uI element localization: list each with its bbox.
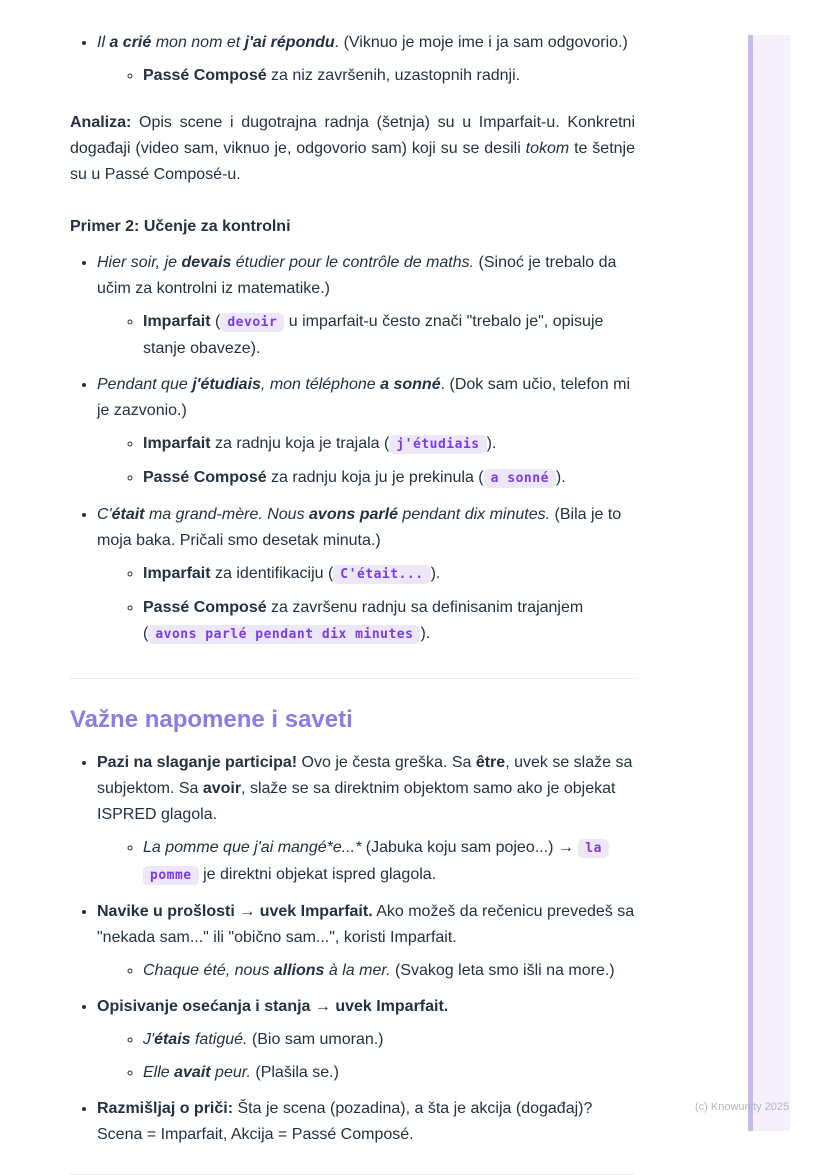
text-segment: Elle [143, 1064, 175, 1081]
list-item-text [143, 599, 583, 642]
text-segment: ma grand-mère. Nous [144, 506, 310, 523]
list-item [143, 63, 635, 89]
list-item [97, 30, 635, 89]
copyright-watermark: (c) Knowunity 2025 [695, 1101, 790, 1113]
text-segment: ). [486, 435, 497, 452]
text-segment: , slaže se sa direktnim objektom samo ako je objekat ISPRED glagola. [97, 780, 616, 823]
text-segment: Analiza: [70, 114, 132, 131]
list-item-text [97, 506, 621, 549]
text-segment: à la mer. [324, 962, 391, 979]
code-badge: j'étudiais [389, 435, 486, 454]
text-segment: za niz završenih, uzastopnih radnji. [266, 67, 521, 84]
bullet-list [70, 30, 635, 89]
text-segment: tokom [525, 140, 570, 157]
list-item [143, 958, 635, 984]
list-item-text [143, 1031, 384, 1048]
text-segment: u imparfait-u često znači "trebalo je", opisuje stanje obaveze). [143, 313, 604, 357]
section-divider [70, 678, 635, 679]
code-badge: avons parlé pendant dix minutes [148, 625, 420, 644]
text-segment: ). [430, 565, 441, 582]
list-item-text [143, 435, 496, 452]
list-item [97, 502, 635, 648]
code-badge: la pomme [143, 839, 609, 885]
sub-bullet-list [97, 835, 635, 889]
list-item-text [97, 903, 634, 946]
text-segment: Imparfait [143, 565, 211, 582]
text-segment: ). [555, 469, 566, 486]
text-segment: Passé Composé [143, 67, 267, 84]
text-segment: pendant dix minutes. [397, 506, 551, 523]
text-segment: ). [420, 625, 431, 642]
text-segment: C' [97, 506, 112, 523]
text-segment: je direktni objekat ispred glagola. [198, 866, 437, 883]
text-segment: Imparfait [143, 435, 211, 452]
right-scrollbar[interactable] [748, 35, 790, 1131]
bullet-list [70, 250, 635, 648]
list-item [143, 465, 635, 492]
text-segment: avoir [202, 780, 242, 797]
text-segment: Passé Composé [143, 469, 267, 486]
list-item-text [143, 962, 615, 979]
text-segment: étais [154, 1031, 191, 1048]
text-segment: Pendant que [97, 376, 193, 393]
list-item-text [97, 998, 448, 1015]
text-segment: (Bila je to moja baka. Pričali smo desetak minuta.) [97, 506, 622, 549]
text-segment: Imparfait [143, 313, 211, 330]
list-item [143, 309, 635, 362]
list-item-text [143, 565, 440, 582]
text-segment: La pomme que j'ai mangé*e...* [143, 839, 362, 856]
list-item [143, 431, 635, 458]
text-segment: , uvek se slaže sa subjektom. Sa [97, 754, 633, 797]
list-item [143, 1027, 635, 1053]
text-segment: mon nom et [151, 34, 245, 51]
list-item [97, 750, 635, 889]
list-item-text [143, 1064, 339, 1081]
text-segment: (Jabuka koju sam pojeo...) → [361, 839, 579, 856]
text-segment: (Bio sam umoran.) [247, 1031, 384, 1048]
list-item [97, 250, 635, 362]
text-segment: fatigué. [190, 1031, 248, 1048]
text-segment: allions [273, 962, 325, 979]
text-segment: Hier soir, je [97, 254, 182, 271]
text-segment: za završenu radnju sa definisanim trajanjem ( [143, 599, 584, 642]
list-item [97, 1096, 635, 1148]
text-segment: Šta je scena (pozadina), a šta je akcija (događaj)? Scena = Imparfait, Akcija = Passé Composé. [97, 1100, 593, 1143]
list-item [143, 835, 635, 889]
list-item [97, 899, 635, 984]
text-segment: . (Dok sam učio, telefon mi je zazvonio.) [97, 376, 630, 419]
text-segment: Opisivanje osećanja i stanja → uvek Imparfait. [97, 998, 449, 1015]
text-segment: avons parlé [309, 506, 398, 523]
list-item [97, 994, 635, 1086]
text-segment: . (Viknuo je moje ime i ja sam odgovorio.) [334, 34, 628, 51]
list-item [97, 372, 635, 492]
list-item-text [97, 254, 616, 297]
text-segment: avait [174, 1064, 211, 1081]
text-segment: J' [143, 1031, 155, 1048]
list-item-text [143, 67, 520, 84]
sub-bullet-list [97, 63, 635, 89]
text-segment: Razmišljaj o priči: [97, 1100, 234, 1117]
list-item-text [143, 313, 603, 357]
list-item-text [97, 376, 630, 419]
text-segment: peur. [210, 1064, 251, 1081]
text-segment: a crié [109, 34, 152, 51]
sub-bullet-list [97, 309, 635, 362]
example-subheading: Primer 2: Učenje za kontrolni [70, 218, 291, 235]
code-badge: C'était... [333, 565, 430, 584]
section-heading: Važne napomene i saveti [70, 706, 353, 733]
text-segment: za radnju koja ju je prekinula ( [266, 469, 484, 486]
text-segment: Pazi na slaganje participa! [97, 754, 298, 771]
text-segment: , mon téléphone [260, 376, 381, 393]
list-item-text [143, 469, 566, 486]
document-content [70, 20, 635, 1175]
text-segment: j'ai répondu [244, 34, 335, 51]
text-segment: Navike u prošlosti → uvek Imparfait. [97, 903, 373, 920]
text-segment: za identifikaciju ( [210, 565, 334, 582]
text-segment: ( [210, 313, 221, 330]
text-segment: za radnju koja je trajala ( [210, 435, 390, 452]
text-segment: Opis scene i dugotrajna radnja (šetnja) su u Imparfait-u. Konkretni događaji (video sam, viknuo je, odgovorio sam) koji su se desili [70, 114, 635, 157]
list-item-text [97, 1100, 592, 1143]
text-segment: (Plašila se.) [250, 1064, 339, 1081]
code-badge: devoir [220, 313, 284, 332]
text-segment: a sonné [380, 376, 441, 393]
text-segment: devais [181, 254, 232, 271]
text-segment: Ovo je česta greška. Sa [297, 754, 476, 771]
text-segment: (Svakog leta smo išli na more.) [390, 962, 615, 979]
list-item-text [143, 839, 609, 883]
bullet-list [70, 750, 635, 1148]
sub-bullet-list [97, 561, 635, 648]
analysis-paragraph [70, 110, 635, 188]
list-item [143, 561, 635, 588]
text-segment: (Sinoć je trebalo da učim za kontrolni iz matematike.) [97, 254, 617, 297]
list-item-text [97, 34, 628, 51]
text-segment: étudier pour le contrôle de maths. [231, 254, 475, 271]
sub-bullet-list [97, 431, 635, 492]
text-segment: j'étudiais [192, 376, 261, 393]
sub-bullet-list [97, 958, 635, 984]
text-segment: te šetnje su u Passé Composé-u. [70, 140, 635, 183]
sub-bullet-list [97, 1027, 635, 1086]
text-segment: Ako možeš da rečenicu prevedeš sa "nekada sam..." ili "obično sam...", koristi Imparfait. [97, 903, 635, 946]
list-item [143, 1060, 635, 1086]
text-segment: être [475, 754, 506, 771]
list-item [143, 595, 635, 648]
code-badge: a sonné [484, 469, 556, 488]
text-segment: Il [97, 34, 110, 51]
text-segment: Chaque été, nous [143, 962, 274, 979]
list-item-text [97, 754, 632, 823]
text-segment: Passé Composé [143, 599, 267, 616]
text-segment: était [111, 506, 145, 523]
